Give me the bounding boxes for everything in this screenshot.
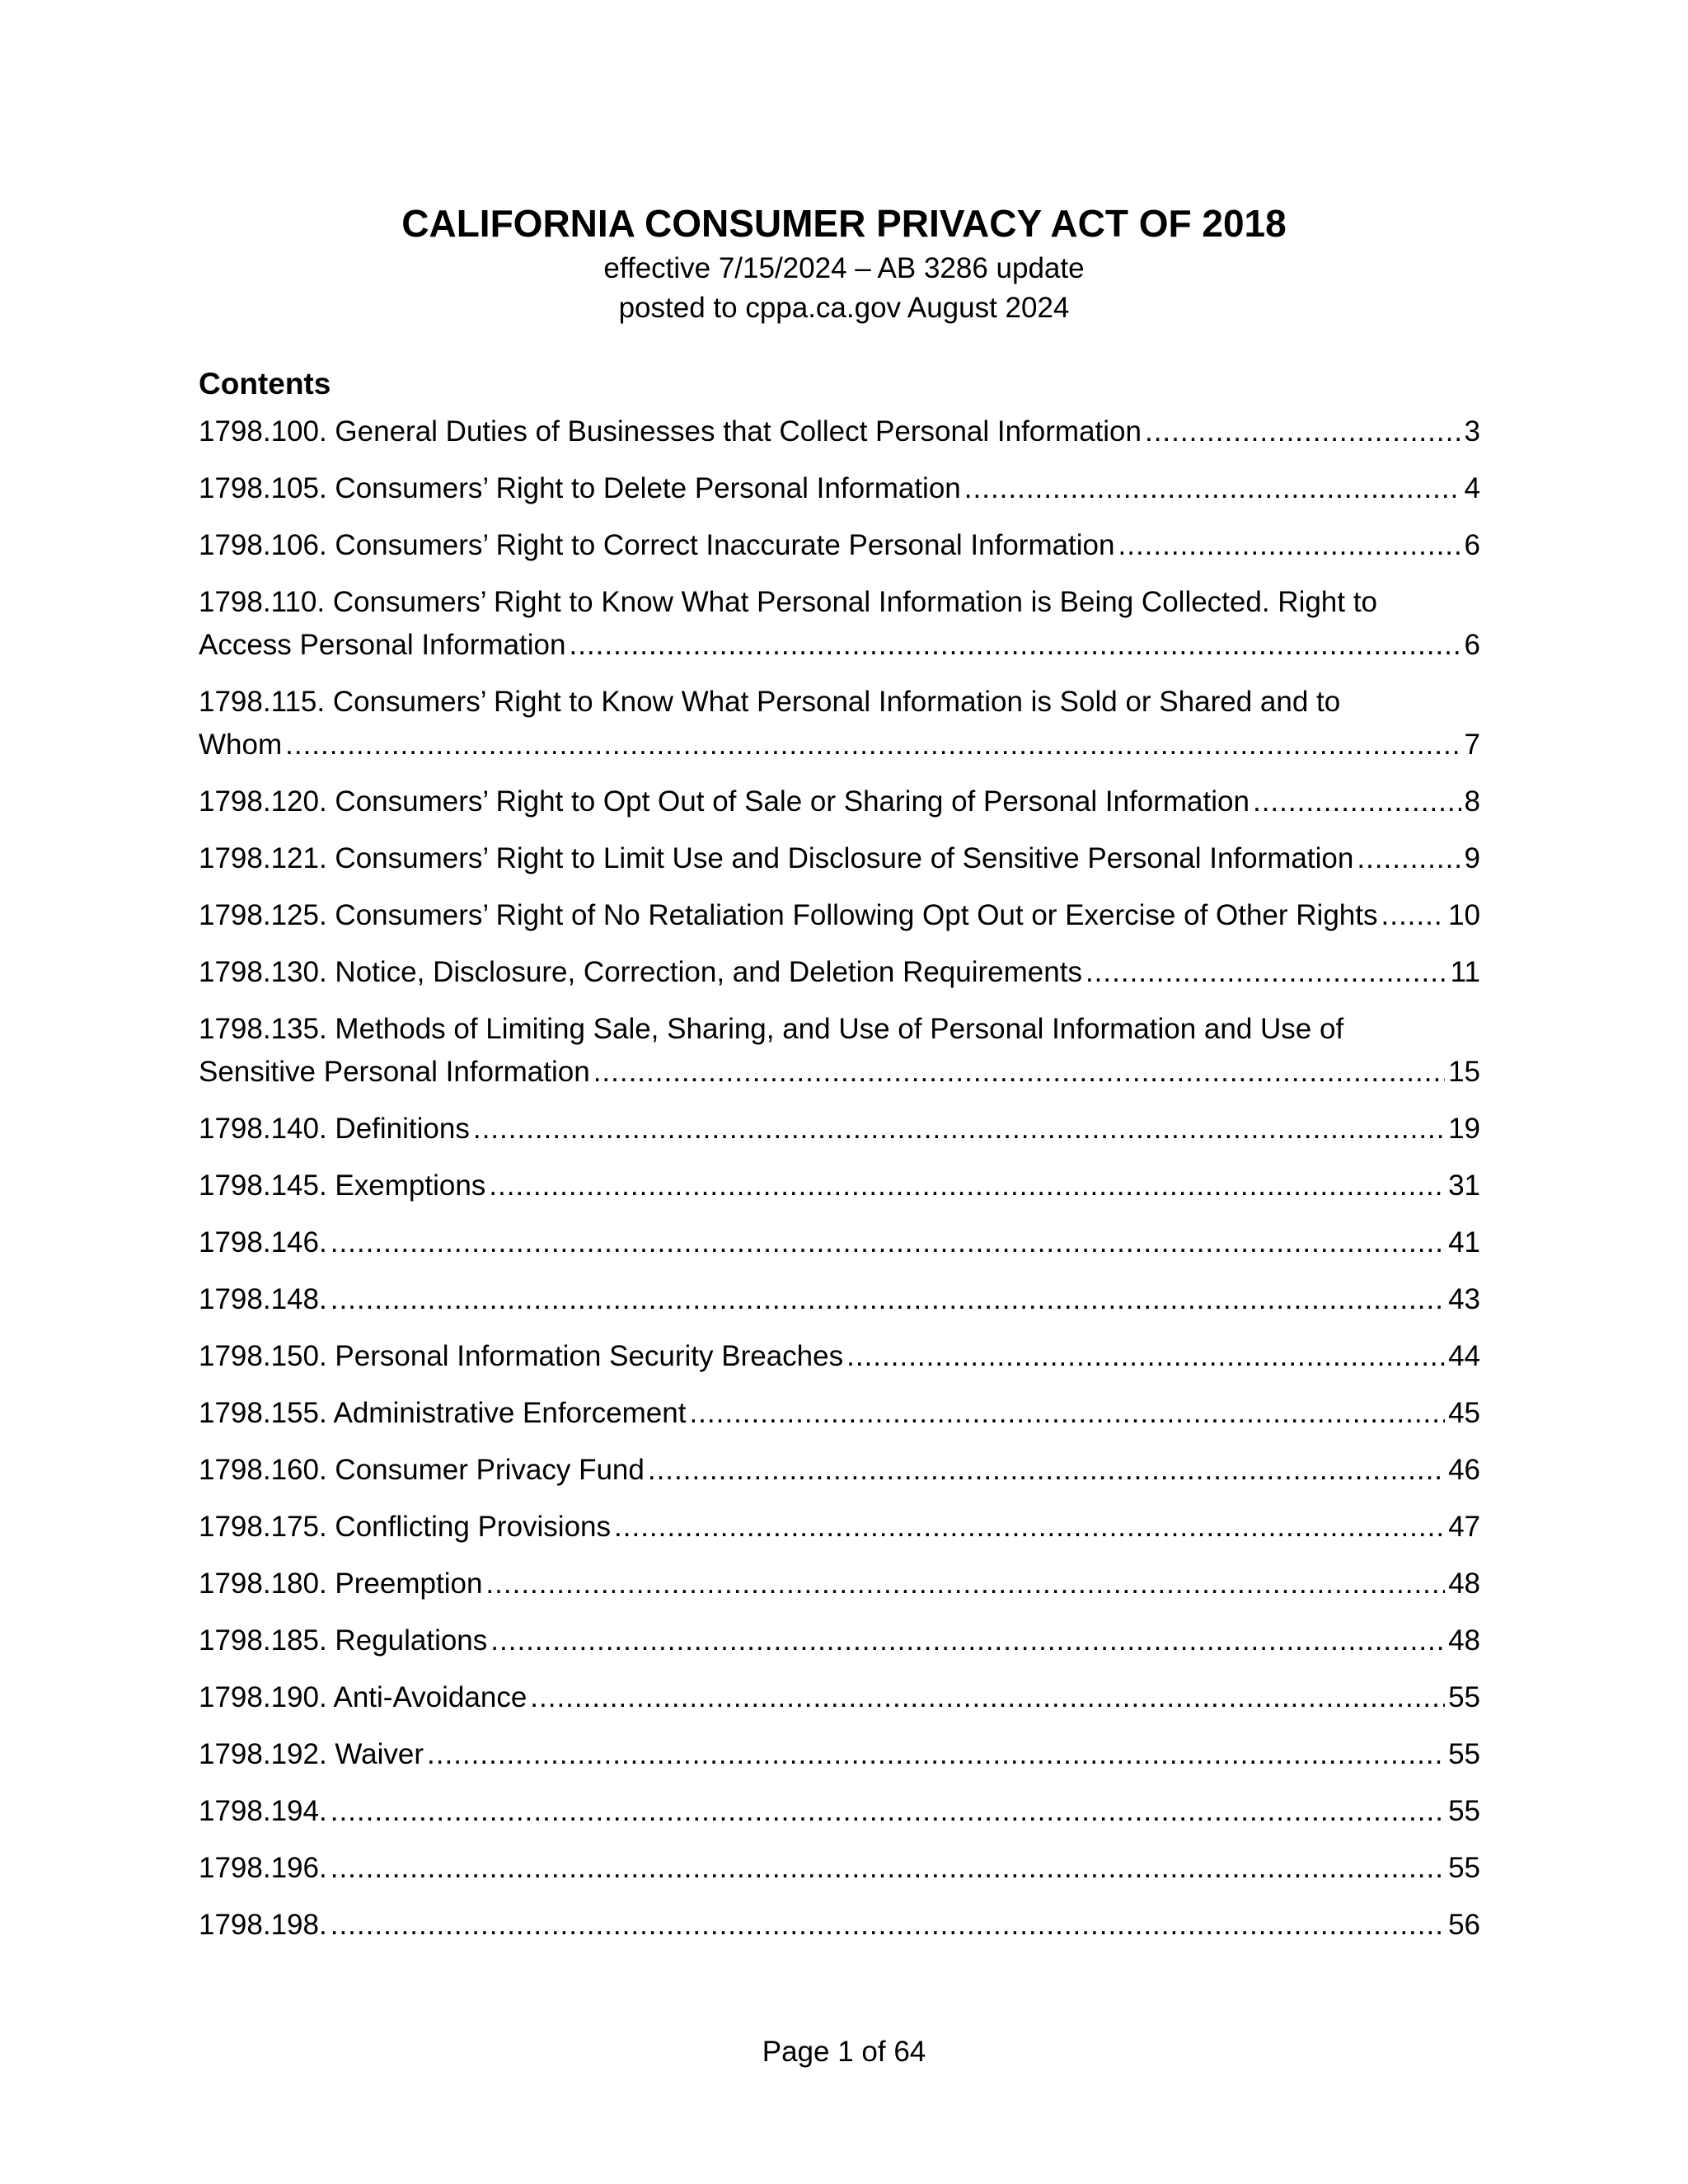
toc-entry-title: 1798.196.: [199, 1852, 327, 1884]
toc-entry-title: 1798.130. Notice, Disclosure, Correction, and Deletion Requirements: [199, 956, 1082, 988]
toc-entry-title-line1: 1798.110. Consumers’ Right to Know What Personal Information is Being Collected. Right to: [199, 586, 1377, 618]
toc-entry[interactable]: [199, 1619, 1480, 1662]
toc-page-number: 43: [1448, 1283, 1480, 1315]
toc-dot-leader: [593, 1051, 1445, 1094]
document-subtitle-effective: effective 7/15/2024 – AB 3286 update: [603, 252, 1085, 284]
toc-entry-title: 1798.180. Preemption: [199, 1568, 483, 1600]
toc-entry-title-line1: 1798.115. Consumers’ Right to Know What Personal Information is Sold or Shared and to: [199, 686, 1341, 718]
toc-entry[interactable]: [199, 1506, 1480, 1549]
toc-dot-leader: [1381, 894, 1446, 937]
document-subtitle-posted: posted to cppa.ca.gov August 2024: [618, 292, 1070, 324]
toc-entry-title: Sensitive Personal Information: [199, 1056, 590, 1088]
toc-entry-title: 1798.192. Waiver: [199, 1738, 424, 1770]
toc-page-number: 7: [1464, 729, 1480, 761]
toc-page-number: 48: [1448, 1568, 1480, 1600]
toc-entry-title: 1798.106. Consumers’ Right to Correct Inaccurate Personal Information: [199, 529, 1115, 561]
toc-page-number: 41: [1448, 1226, 1480, 1258]
toc-dot-leader: [1145, 410, 1461, 453]
toc-page-number: 55: [1448, 1738, 1480, 1770]
toc-dot-leader: [485, 1563, 1445, 1605]
toc-page-number: 55: [1448, 1852, 1480, 1884]
toc-entry-title: 1798.146.: [199, 1226, 327, 1258]
toc-dot-leader: [689, 1392, 1445, 1435]
toc-entry[interactable]: [199, 1335, 1480, 1378]
toc-entry[interactable]: [199, 410, 1480, 453]
toc-dot-leader: [614, 1506, 1445, 1549]
toc-page-number: 10: [1448, 899, 1480, 931]
document-title: CALIFORNIA CONSUMER PRIVACY ACT OF 2018: [401, 202, 1287, 245]
toc-page-number: 3: [1464, 415, 1480, 448]
toc-dot-leader: [569, 624, 1461, 667]
toc-entry-title: 1798.155. Administrative Enforcement: [199, 1397, 687, 1429]
toc-page-number: 31: [1448, 1169, 1480, 1202]
toc-entry[interactable]: [199, 1904, 1480, 1947]
toc-entry-title: Access Personal Information: [199, 629, 566, 661]
toc-page-number: 46: [1448, 1454, 1480, 1486]
toc-entry[interactable]: [199, 1733, 1480, 1776]
toc-entry[interactable]: [199, 1108, 1480, 1151]
toc-dot-leader: [427, 1733, 1445, 1776]
toc-page-number: 19: [1448, 1113, 1480, 1145]
toc-dot-leader: [331, 1904, 1445, 1947]
toc-entry[interactable]: [199, 1847, 1480, 1890]
toc-entry[interactable]: [199, 951, 1480, 994]
toc-page-number: 4: [1464, 472, 1480, 504]
toc-dot-leader: [1253, 780, 1461, 823]
toc-entry-title: 1798.100. General Duties of Businesses that Collect Personal Information: [199, 415, 1142, 448]
toc-entry-title: 1798.145. Exemptions: [199, 1169, 486, 1202]
toc-dot-leader: [846, 1335, 1445, 1378]
toc-dot-leader: [489, 1165, 1445, 1207]
toc-entry[interactable]: [199, 1008, 1480, 1094]
toc-page-number: 15: [1448, 1056, 1480, 1088]
toc-entry[interactable]: [199, 1278, 1480, 1321]
toc-page-number: 56: [1448, 1909, 1480, 1941]
toc-page-number: 45: [1448, 1397, 1480, 1429]
toc-entry-title: 1798.120. Consumers’ Right to Opt Out of Sale or Sharing of Personal Information: [199, 785, 1250, 818]
toc-entry[interactable]: [199, 1563, 1480, 1605]
toc-page-number: 55: [1448, 1795, 1480, 1827]
toc-dot-leader: [530, 1676, 1445, 1719]
toc-entry-title: 1798.105. Consumers’ Right to Delete Personal Information: [199, 472, 961, 504]
page-footer: Page 1 of 64: [762, 2036, 926, 2068]
toc-entry[interactable]: [199, 1790, 1480, 1833]
toc-page-number: 55: [1448, 1681, 1480, 1713]
toc-entry-title: Whom: [199, 729, 283, 761]
toc-entry[interactable]: [199, 1221, 1480, 1264]
toc-entry[interactable]: [199, 1392, 1480, 1435]
toc-page-number: 8: [1464, 785, 1480, 818]
toc-page-number: 11: [1450, 956, 1480, 988]
toc-dot-leader: [331, 1221, 1445, 1264]
toc-entry-title: 1798.121. Consumers’ Right to Limit Use and Disclosure of Sensitive Personal Information: [199, 842, 1354, 874]
toc-entry-title-line1: 1798.135. Methods of Limiting Sale, Sharing, and Use of Personal Information and Use of: [199, 1013, 1344, 1045]
toc-dot-leader: [1085, 951, 1447, 994]
toc-entry-title: 1798.198.: [199, 1909, 327, 1941]
toc-dot-leader: [648, 1449, 1445, 1492]
toc-dot-leader: [331, 1790, 1445, 1833]
toc-page-number: 44: [1448, 1340, 1480, 1372]
toc-entry-title: 1798.125. Consumers’ Right of No Retaliation Following Opt Out or Exercise of Other Rights: [199, 899, 1378, 931]
toc-entry[interactable]: [199, 837, 1480, 880]
toc-entry[interactable]: [199, 524, 1480, 567]
toc-page-number: 48: [1448, 1624, 1480, 1657]
toc-dot-leader: [331, 1847, 1445, 1890]
toc-entry-title: 1798.148.: [199, 1283, 327, 1315]
toc-entry-title: 1798.175. Conflicting Provisions: [199, 1511, 612, 1543]
toc-entry[interactable]: [199, 1449, 1480, 1492]
toc-page-number: 47: [1448, 1511, 1480, 1543]
toc-entry-title: 1798.185. Regulations: [199, 1624, 488, 1657]
contents-heading: Contents: [199, 367, 331, 401]
toc-entry-title: 1798.190. Anti-Avoidance: [199, 1681, 528, 1713]
toc-dot-leader: [473, 1108, 1445, 1151]
toc-dot-leader: [285, 724, 1461, 766]
toc-page-number: 6: [1464, 629, 1480, 661]
toc-entry-title: 1798.140. Definitions: [199, 1113, 470, 1145]
toc-entry-title: 1798.160. Consumer Privacy Fund: [199, 1454, 645, 1486]
toc-dot-leader: [331, 1278, 1445, 1321]
toc-entry[interactable]: [199, 467, 1480, 510]
toc-entry-title: 1798.150. Personal Information Security Breaches: [199, 1340, 844, 1372]
toc-entry[interactable]: [199, 1676, 1480, 1719]
toc-entry[interactable]: [199, 780, 1480, 823]
toc-entry-title: 1798.194.: [199, 1795, 327, 1827]
toc-page-number: 9: [1464, 842, 1480, 874]
toc-entry[interactable]: [199, 581, 1480, 667]
toc-dot-leader: [1357, 837, 1461, 880]
toc-dot-leader: [490, 1619, 1445, 1662]
toc-page-number: 6: [1464, 529, 1480, 561]
toc-entry[interactable]: [199, 681, 1480, 766]
toc-entry[interactable]: [199, 894, 1480, 937]
toc-dot-leader: [1118, 524, 1461, 567]
toc-entry[interactable]: [199, 1165, 1480, 1207]
toc-dot-leader: [964, 467, 1461, 510]
